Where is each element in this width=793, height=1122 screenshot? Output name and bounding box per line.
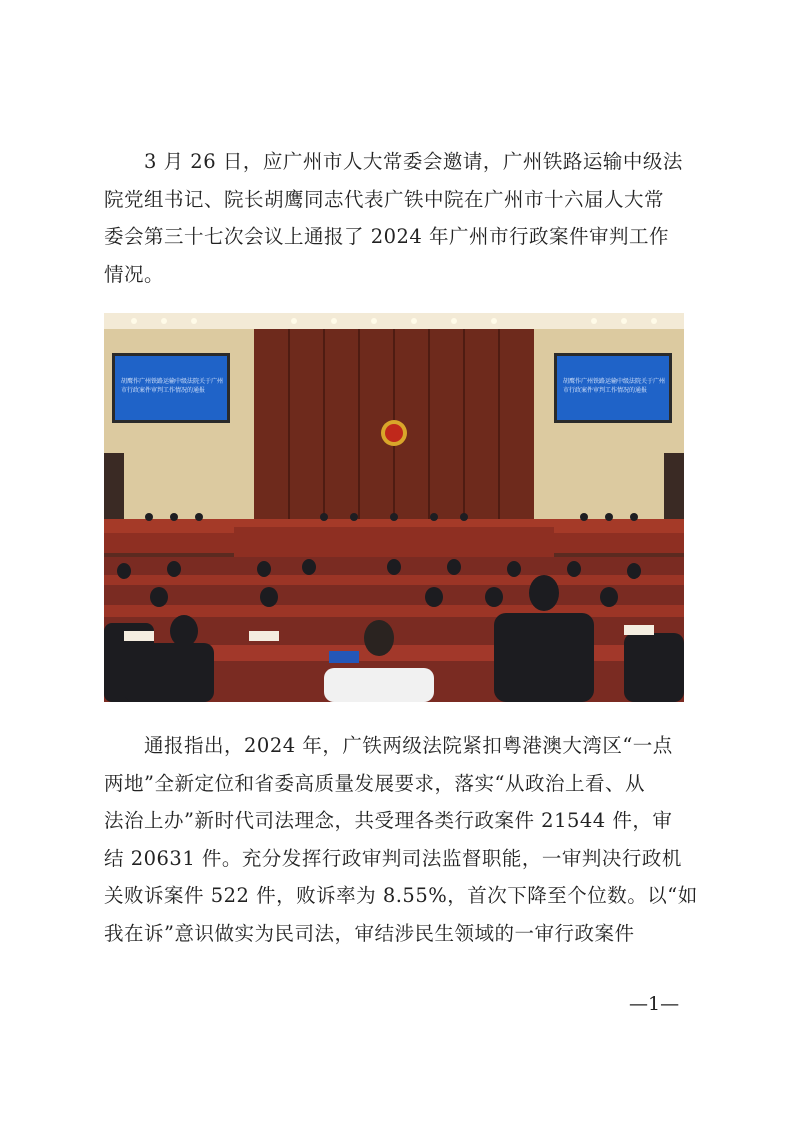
left-screen-caption: 市行政案件审判工作情况的通报 xyxy=(121,387,206,394)
intro-paragraph xyxy=(104,143,690,293)
paragraph-line: 结 20631 件。充分发挥行政审判司法监督职能，一审判决行政机 xyxy=(104,846,682,870)
paragraph-line: 院党组书记、院长胡鹰同志代表广铁中院在广州市十六届人大常 xyxy=(104,187,665,211)
paragraph-line: 两地”全新定位和省委高质量发展要求，落实“从政治上看、从 xyxy=(104,771,645,795)
paragraph-line: 关败诉案件 522 件，败诉率为 8.55%，首次下降至个位数。以“如 xyxy=(104,884,698,907)
paragraph-line: 委会第三十七次会议上通报了 2024 年广州市行政案件审判工作 xyxy=(104,225,670,248)
meeting-photo xyxy=(104,313,684,702)
right-screen-caption: 市行政案件审判工作情况的通报 xyxy=(563,387,648,394)
right-screen-caption: 胡鹰作广州铁路运输中级法院关于广州 xyxy=(563,378,666,385)
paragraph-line: 通报指出，2024 年，广铁两级法院紧扣粤港澳大湾区“一点 xyxy=(144,734,673,757)
paragraph-line: 3 月 26 日，应广州市人大常委会邀请，广州铁路运输中级法 xyxy=(144,150,683,173)
page-number: —1— xyxy=(629,993,680,1015)
body-paragraph xyxy=(104,727,698,952)
paragraph-line: 情况。 xyxy=(104,262,165,286)
left-screen-caption: 胡鹰作广州铁路运输中级法院关于广州 xyxy=(121,378,224,385)
paragraph-line: 我在诉”意识做实为民司法，审结涉民生领域的一审行政案件 xyxy=(104,921,635,945)
meeting-hall-illustration xyxy=(104,313,684,702)
paragraph-line: 法治上办”新时代司法理念，共受理各类行政案件 21544 件，审 xyxy=(104,809,673,832)
